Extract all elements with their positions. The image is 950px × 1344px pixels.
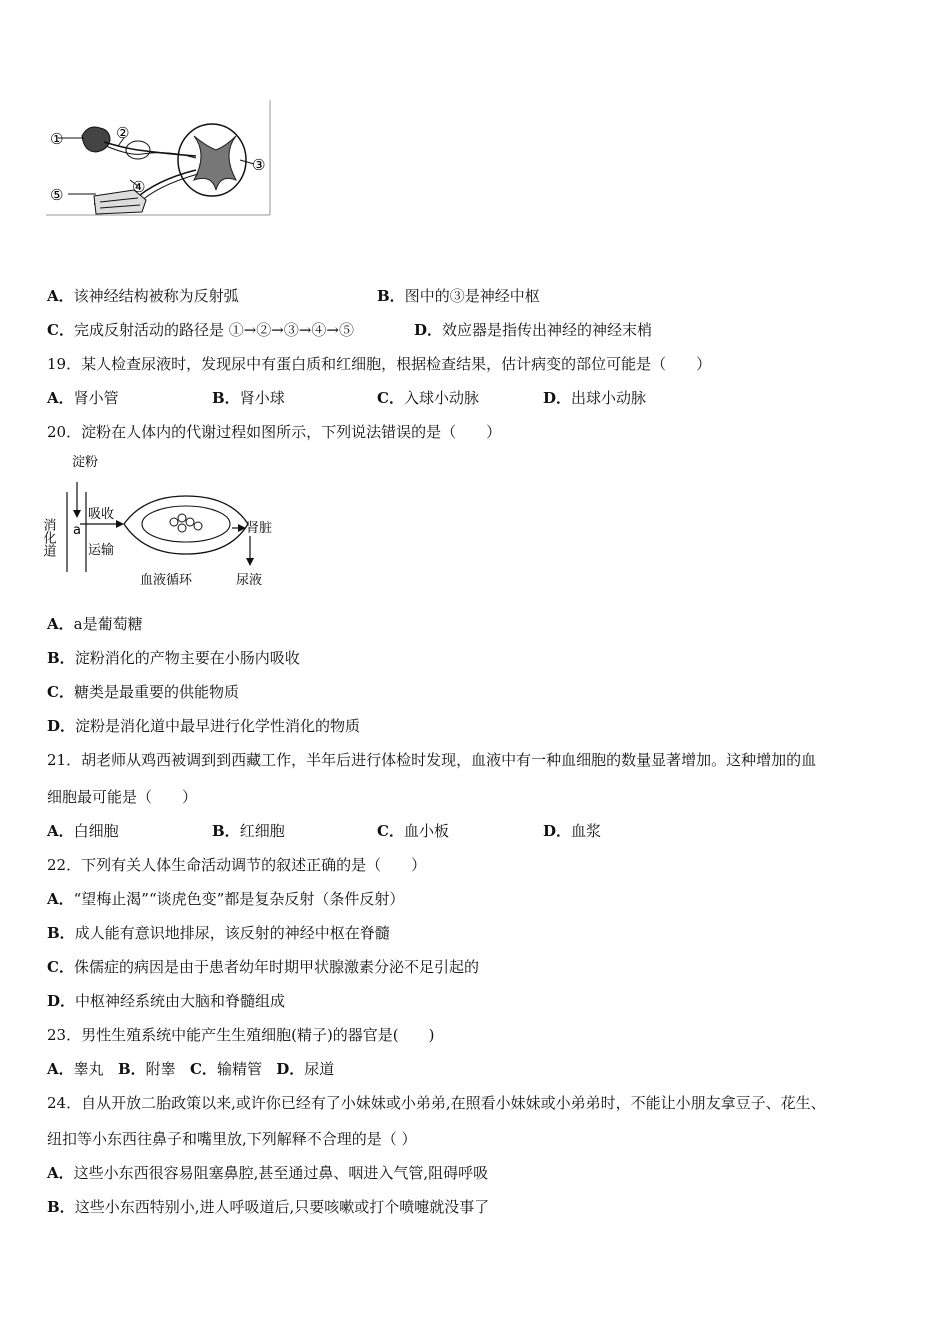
q24-stem-line2: 纽扣等小东西往鼻子和嘴里放,下列解释不合理的是（ ） [47, 1130, 417, 1148]
q18-option-a: A．该神经结构被称为反射弧 [47, 287, 239, 305]
transport-label: 运输 [88, 543, 115, 558]
q22-stem: 22．下列有关人体生命活动调节的叙述正确的是（ ） [47, 856, 427, 874]
label-1: ① [50, 130, 64, 148]
starch-label: 淀粉 [72, 455, 99, 470]
q20-option-d: D．淀粉是消化道中最早进行化学性消化的物质 [47, 717, 361, 735]
q18-option-c: C．完成反射活动的路径是 ①→②→③→④→⑤ [47, 321, 354, 339]
q20-option-b: B．淀粉消化的产物主要在小肠内吸收 [47, 649, 300, 667]
q20-option-a: A．a是葡萄糖 [47, 615, 143, 633]
starch-metabolism-diagram [40, 452, 284, 592]
q24-option-b: B．这些小东西特别小,进人呼吸道后,只要咳嗽或打个喷嚏就没事了 [47, 1198, 490, 1216]
q21-option-c: C．血小板 [377, 822, 449, 840]
q22-option-b: B．成人能有意识地排尿，该反射的神经中枢在脊髓 [47, 924, 390, 942]
q19-stem: 19．某人检查尿液时，发现尿中有蛋白质和红细胞，根据检查结果，估计病变的部位可能是（ ） [47, 355, 712, 373]
q18-option-d: D．效应器是指传出神经的神经末梢 [414, 321, 653, 339]
q20-option-c: C．糖类是最重要的供能物质 [47, 683, 239, 701]
digestive-tract-label: 消化道 [40, 518, 56, 557]
q20-stem: 20．淀粉在人体内的代谢过程如图所示，下列说法错误的是（ ） [47, 423, 502, 441]
q19-option-d: D．出球小动脉 [543, 389, 647, 407]
q19-option-a: A．肾小管 [47, 389, 119, 407]
kidney-label: 肾脏 [246, 521, 273, 536]
reflex-arc-figure [44, 98, 272, 216]
q21-option-b: B．红细胞 [212, 822, 285, 840]
reflex-arc-diagram [44, 98, 272, 216]
q24-option-a: A．这些小东西很容易阻塞鼻腔,甚至通过鼻、咽进入气管,阻碍呼吸 [47, 1164, 489, 1182]
q21-stem-line1: 21．胡老师从鸡西被调到到西藏工作，半年后进行体检时发现，血液中有一种血细胞的数量显著增加。这种增加的血 [47, 751, 817, 769]
q22-option-a: A．“望梅止渴”“谈虎色变”都是复杂反射（条件反射） [47, 890, 405, 908]
q22-option-c: C．侏儒症的病因是由于患者幼年时期甲状腺激素分泌不足引起的 [47, 958, 479, 976]
q21-stem-line2: 细胞最可能是（ ） [47, 788, 198, 806]
label-4: ④ [132, 178, 146, 196]
label-2: ② [116, 124, 130, 142]
q18-option-b: B．图中的③是神经中枢 [377, 287, 540, 305]
q19-option-b: B．肾小球 [212, 389, 285, 407]
a-label: a [73, 523, 81, 538]
circulation-label: 血液循环 [140, 573, 193, 588]
q22-option-d: D．中枢神经系统由大脑和脊髓组成 [47, 992, 286, 1010]
label-3: ③ [252, 156, 266, 174]
q19-option-c: C．入球小动脉 [377, 389, 479, 407]
q23-options: A．睾丸 B．附睾 C．输精管 D．尿道 [47, 1060, 335, 1078]
q21-option-d: D．血浆 [543, 822, 602, 840]
urine-label: 尿液 [236, 573, 263, 588]
label-5: ⑤ [50, 186, 64, 204]
starch-metabolism-figure [40, 452, 284, 592]
absorb-label: 吸收 [88, 507, 115, 522]
q21-option-a: A．白细胞 [47, 822, 119, 840]
q23-stem: 23．男性生殖系统中能产生生殖细胞(精子)的器官是( ) [47, 1026, 435, 1044]
q24-stem-line1: 24．自从开放二胎政策以来,或许你已经有了小妹妹或小弟弟,在照看小妹妹或小弟弟时，不能让小朋友拿豆子、花生、 [47, 1094, 826, 1112]
